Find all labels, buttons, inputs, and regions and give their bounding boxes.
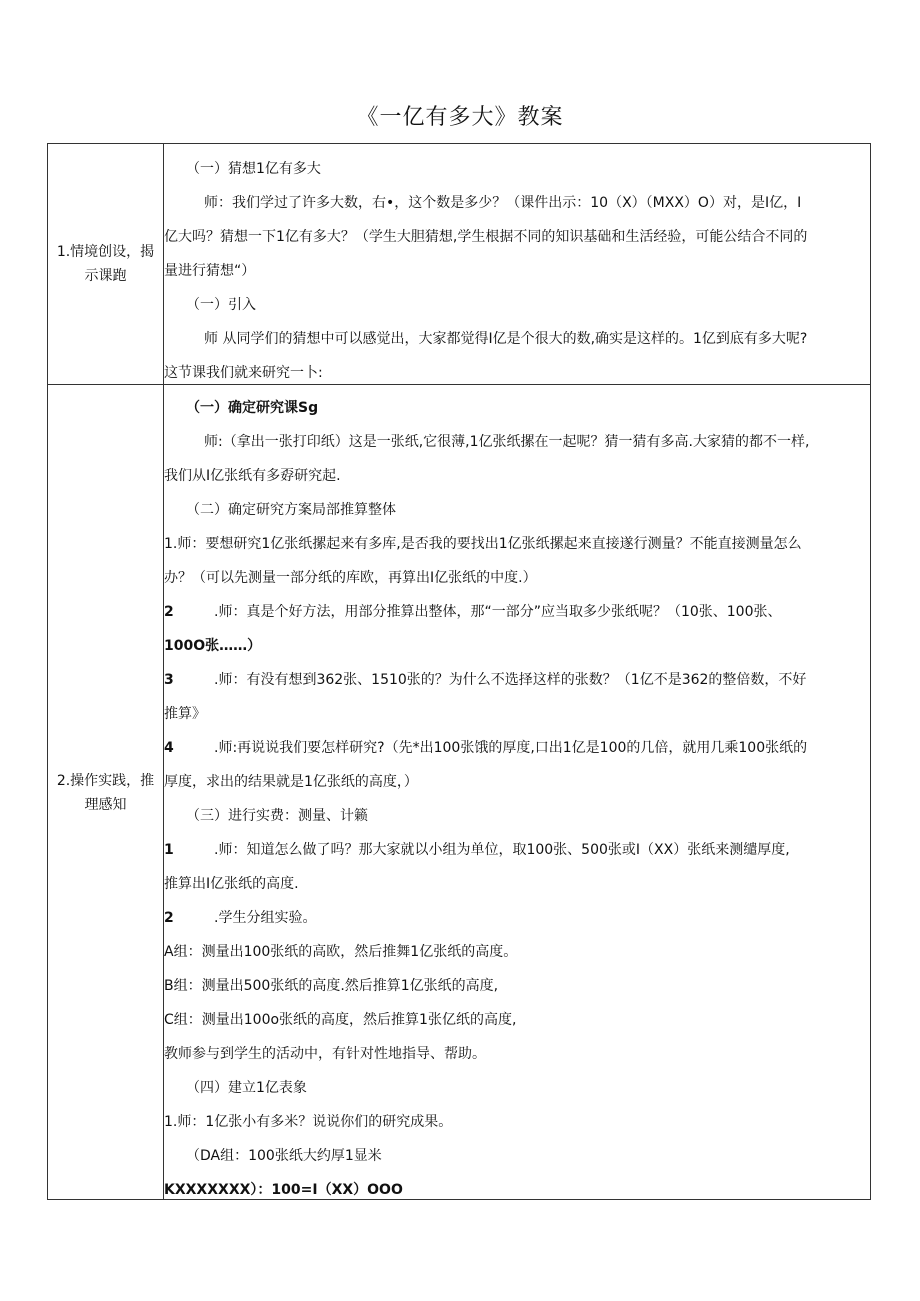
paragraph-line: KXXXXXXX）：100=I（XX）OOO [164,1182,403,1198]
paragraph-line: 100O张……） [164,638,262,654]
subheading: （一）猜想1亿有多大 [186,161,321,177]
paragraph-line: 教师参与到学生的活动中，有针对性地指导、帮助。 [164,1046,486,1062]
section-content [164,391,870,1200]
numbered-line [164,833,870,867]
table-row [48,144,870,385]
item-text: .师：有没有想到362张、1510张的？为什么不选择这样的张数？（1亿不是362的整倍数，不好 [214,672,807,688]
subheading: （一）确定研究课Sg [186,400,319,416]
item-number: 2 [164,604,174,620]
section-label: 1.情境创设，揭示课跑 [48,144,164,384]
section-content [164,152,870,390]
paragraph-line: 师：我们学过了许多大数，右•，这个数是多少？（课件出示：10（X）（MXX）O）对，是I亿，I [204,195,802,211]
subheading: （四）建立1亿表象 [186,1080,307,1096]
item-number: 3 [164,672,174,688]
paragraph-line: 亿大吗？猜想一下1亿有多大？（学生大胆猜想,学生根据不同的知识基础和生活经验，可能公结合不同的 [164,229,808,245]
paragraph-line: 1.师：1亿张小有多米？说说你们的研究成果。 [164,1114,453,1130]
subheading: （三）进行实费：测量、计籁 [186,808,368,824]
paragraph-line: C组：测量出100o张纸的高度，然后推算1张亿纸的高度, [164,1012,517,1028]
paragraph-line: 这节课我们就来研究一卜: [164,365,323,381]
paragraph-line: （DA组：100张纸大约厚1显米 [186,1148,382,1164]
numbered-line [164,663,870,697]
item-text: .师：真是个好方法，用部分推算出整体，那“一部分”应当取多少张纸呢？（10张、100张、 [214,604,782,620]
item-text: .师:再说说我们要怎样研究?（先*出100张饿的厚度,口出1亿是100的几倍，就用几乘100张纸的 [214,740,808,756]
paragraph-line: 办？（可以先测量一部分纸的库欧，再算出I亿张纸的中度.） [164,570,537,586]
paragraph-line: 师:（拿出一张打印纸）这是一张纸,它很薄,1亿张纸摞在一起呢？猜一猜有多高.大家猜的都不一样, [204,434,810,450]
table-row [48,385,870,1200]
item-number: 4 [164,740,174,756]
paragraph-line: B组：测量出500张纸的高度.然后推算1亿张纸的高度, [164,978,499,994]
numbered-line [164,595,870,629]
paragraph-line: 厚度，求出的结果就是1亿张纸的高度，） [164,774,418,790]
paragraph-line: 量进行猜想“） [164,263,256,279]
subheading: （二）确定研究方案局部推算整体 [186,502,396,518]
item-number: 1 [164,842,174,858]
item-text: .学生分组实验。 [214,910,317,926]
numbered-line [164,731,870,765]
lesson-table [47,143,871,1200]
paragraph-line: A组：测量出100张纸的高欧，然后推舞1亿张纸的高度。 [164,944,518,960]
numbered-line [164,901,870,935]
paragraph-line: 师 从同学们的猜想中可以感觉出，大家都觉得I亿是个很大的数,确实是这样的。1亿到底有多大呢? [204,331,808,347]
subheading: （一）引入 [186,297,256,313]
paragraph-line: 推算出I亿张纸的高度. [164,876,299,892]
item-text: .师：知道怎么做了吗？那大家就以小组为单位，取100张、500张或I（XX）张纸来测缱厚度, [214,842,790,858]
paragraph-line: 推算》 [164,706,206,722]
section-label: 2.操作实践，推理感知 [48,385,164,1200]
item-number: 2 [164,910,174,926]
paragraph-line: 1.师：要想研究1亿张纸摞起来有多库,是否我的要找出1亿张纸摞起来直接遂行测量？不能直接测量怎么 [164,536,802,552]
page-title: 《一亿有多大》教案 [356,105,564,130]
paragraph-line: 我们从I亿张纸有多孬研究起. [164,468,341,484]
